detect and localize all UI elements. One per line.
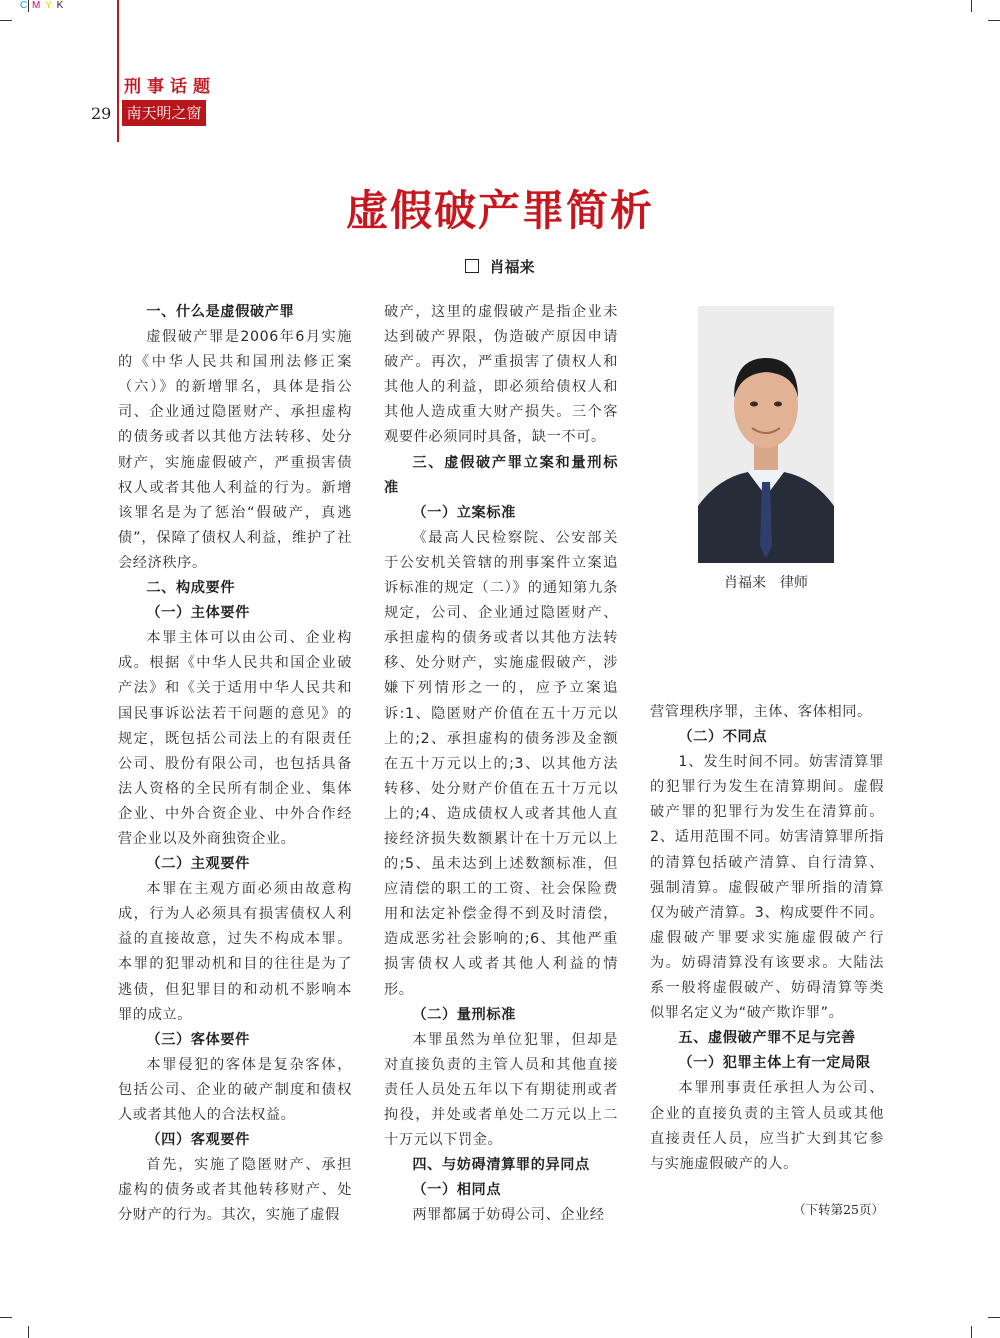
header-rule (117, 0, 119, 142)
continued-note: （下转第25页） (793, 1202, 884, 1217)
section-heading: 二、构成要件 (146, 580, 236, 597)
section-heading: （二）不同点 (678, 729, 768, 746)
body-paragraph: 营管理秩序罪，主体、客体相同。 (650, 704, 872, 720)
section-heading: （一）主体要件 (146, 605, 250, 622)
body-paragraph: 《最高人民检察院、公安部关于公安机关管辖的刑事案件立案追诉标准的规定（二）》的通知第九条规定，公司、企业通过隐匿财产、承担虚构的债务或者以其他方法转移、处分财产，实施虚假破产，涉嫌下列情形之一的，应予立案追诉:1、隐匿财产价值在五十万元以上的;2、承担虚构的债务涉及金额在五十万元以上的;3、以其他方法转移、处分财产价值在五十万元以上的;4、造成债权人或者其他人直接经济损失数额累计在十万元以上的;5、虽未达到上述数额标准，但应清偿的职工的工资、社会保险费用和法定补偿金得不到及时清偿，造成恶劣社会影响的;6、其他严重损害债权人或者其他人利益的情形。 (384, 529, 618, 998)
photo-caption: 肖福来 律师 (724, 575, 808, 591)
article-title: 虚假破产罪简析 (345, 186, 654, 235)
text-column-1 (118, 300, 352, 1228)
body-paragraph: 本罪主体可以由公司、企业构成。根据《中华人民共和国企业破产法》和《关于适用中华人民共和国民事诉讼法若干问题的意见》的规定，既包括公司法上的有限责任公司、股份有限公司，也包括具备法人资格的全民所有制企业、集体企业、中外合资企业、中外合作经营企业以及外商独资企业。 (118, 630, 352, 847)
magazine-name: 南天明之窗 (122, 100, 206, 126)
section-heading: （二）量刑标准 (412, 1006, 516, 1023)
section-heading: （四）客观要件 (146, 1132, 250, 1149)
crop-mark (988, 20, 1000, 21)
section-heading: 四、与妨碍清算罪的异同点 (412, 1157, 590, 1174)
crop-mark (28, 1326, 29, 1338)
crop-mark (988, 1317, 1000, 1318)
section-heading: （一）立案标准 (412, 504, 516, 521)
portrait-image (698, 306, 834, 563)
text-column-2 (384, 300, 618, 1228)
crop-mark (28, 0, 29, 12)
body-paragraph: 破产，这里的虚假破产是指企业未达到破产界限，伪造破产原因申请破产。再次，严重损害了债权人和其他人的利益，即必须给债权人和其他人造成重大财产损失。三个客观要件必须同时具备，缺一不可。 (384, 304, 618, 446)
cmyk-y: Y (45, 0, 53, 11)
square-icon (465, 259, 479, 273)
cmyk-m: M (32, 0, 42, 11)
cmyk-c: C (20, 0, 29, 11)
crop-mark (0, 20, 12, 21)
page-number: 29 (91, 104, 112, 123)
section-heading: （一）犯罪主体上有一定局限 (678, 1055, 871, 1072)
section-heading: 一、什么是虚假破产罪 (146, 304, 295, 320)
author-name: 肖福来 (489, 258, 535, 276)
crop-mark (971, 1326, 972, 1338)
section-heading: （二）主观要件 (146, 856, 250, 873)
author-line (0, 256, 1000, 277)
body-paragraph: 本罪侵犯的客体是复杂客体，包括公司、企业的破产制度和债权人或者其他人的合法权益。 (118, 1056, 352, 1123)
section-heading: （一）相同点 (412, 1182, 502, 1199)
section-heading: （三）客体要件 (146, 1031, 250, 1048)
section-label: 刑事话题 (124, 77, 216, 97)
body-paragraph: 两罪都属于妨碍公司、企业经 (412, 1207, 605, 1224)
body-paragraph: 本罪在主观方面必须由故意构成，行为人必须具有损害债权人利益的直接故意，过失不构成本罪。本罪的犯罪动机和目的往往是为了逃债，但犯罪目的和动机不影响本罪的成立。 (118, 881, 352, 1023)
crop-mark (971, 0, 972, 12)
section-heading: 三、虚假破产罪立案和量刑标准 (384, 454, 618, 496)
body-paragraph: 本罪刑事责任承担人为公司、企业的直接负责的主管人员或其他直接责任人员，应当扩大到其它参与实施虚假破产的人。 (650, 1080, 884, 1172)
text-column-3 (650, 700, 884, 1177)
author-photo (698, 306, 834, 563)
cmyk-color-bar (20, 0, 64, 11)
section-heading: 五、虚假破产罪不足与完善 (678, 1030, 856, 1047)
body-paragraph: 首先，实施了隐匿财产、承担虚构的债务或者其他转移财产、处分财产的行为。其次，实施了虚假 (118, 1157, 352, 1224)
body-paragraph: 虚假破产罪是2006年6月实施的《中华人民共和国刑法修正案（六）》的新增罪名，具体是指公司、企业通过隐匿财产、承担虚构的债务或者以其他方法转移、处分财产，实施虚假破产，严重损害债权人或者其他人利益的行为。新增该罪名是为了惩治“假破产，真逃债”，保障了债权人利益，维护了社会经济秩序。 (118, 329, 352, 571)
body-paragraph: 1、发生时间不同。妨害清算罪的犯罪行为发生在清算期间。虚假破产罪的犯罪行为发生在清算前。2、适用范围不同。妨害清算罪所指的清算包括破产清算、自行清算、强制清算。虚假破产罪所指的清算仅为破产清算。3、构成要件不同。虚假破产罪要求实施虚假破产行为。妨碍清算没有该要求。大陆法系一般将虚假破产、妨碍清算等类似罪名定义为“破产欺诈罪”。 (650, 754, 884, 1022)
crop-mark (0, 1317, 12, 1318)
body-paragraph: 本罪虽然为单位犯罪，但却是对直接负责的主管人员和其他直接责任人员处五年以下有期徒刑或者拘役，并处或者单处二万元以上二十万元以下罚金。 (384, 1031, 618, 1149)
cmyk-k: K (56, 0, 65, 11)
